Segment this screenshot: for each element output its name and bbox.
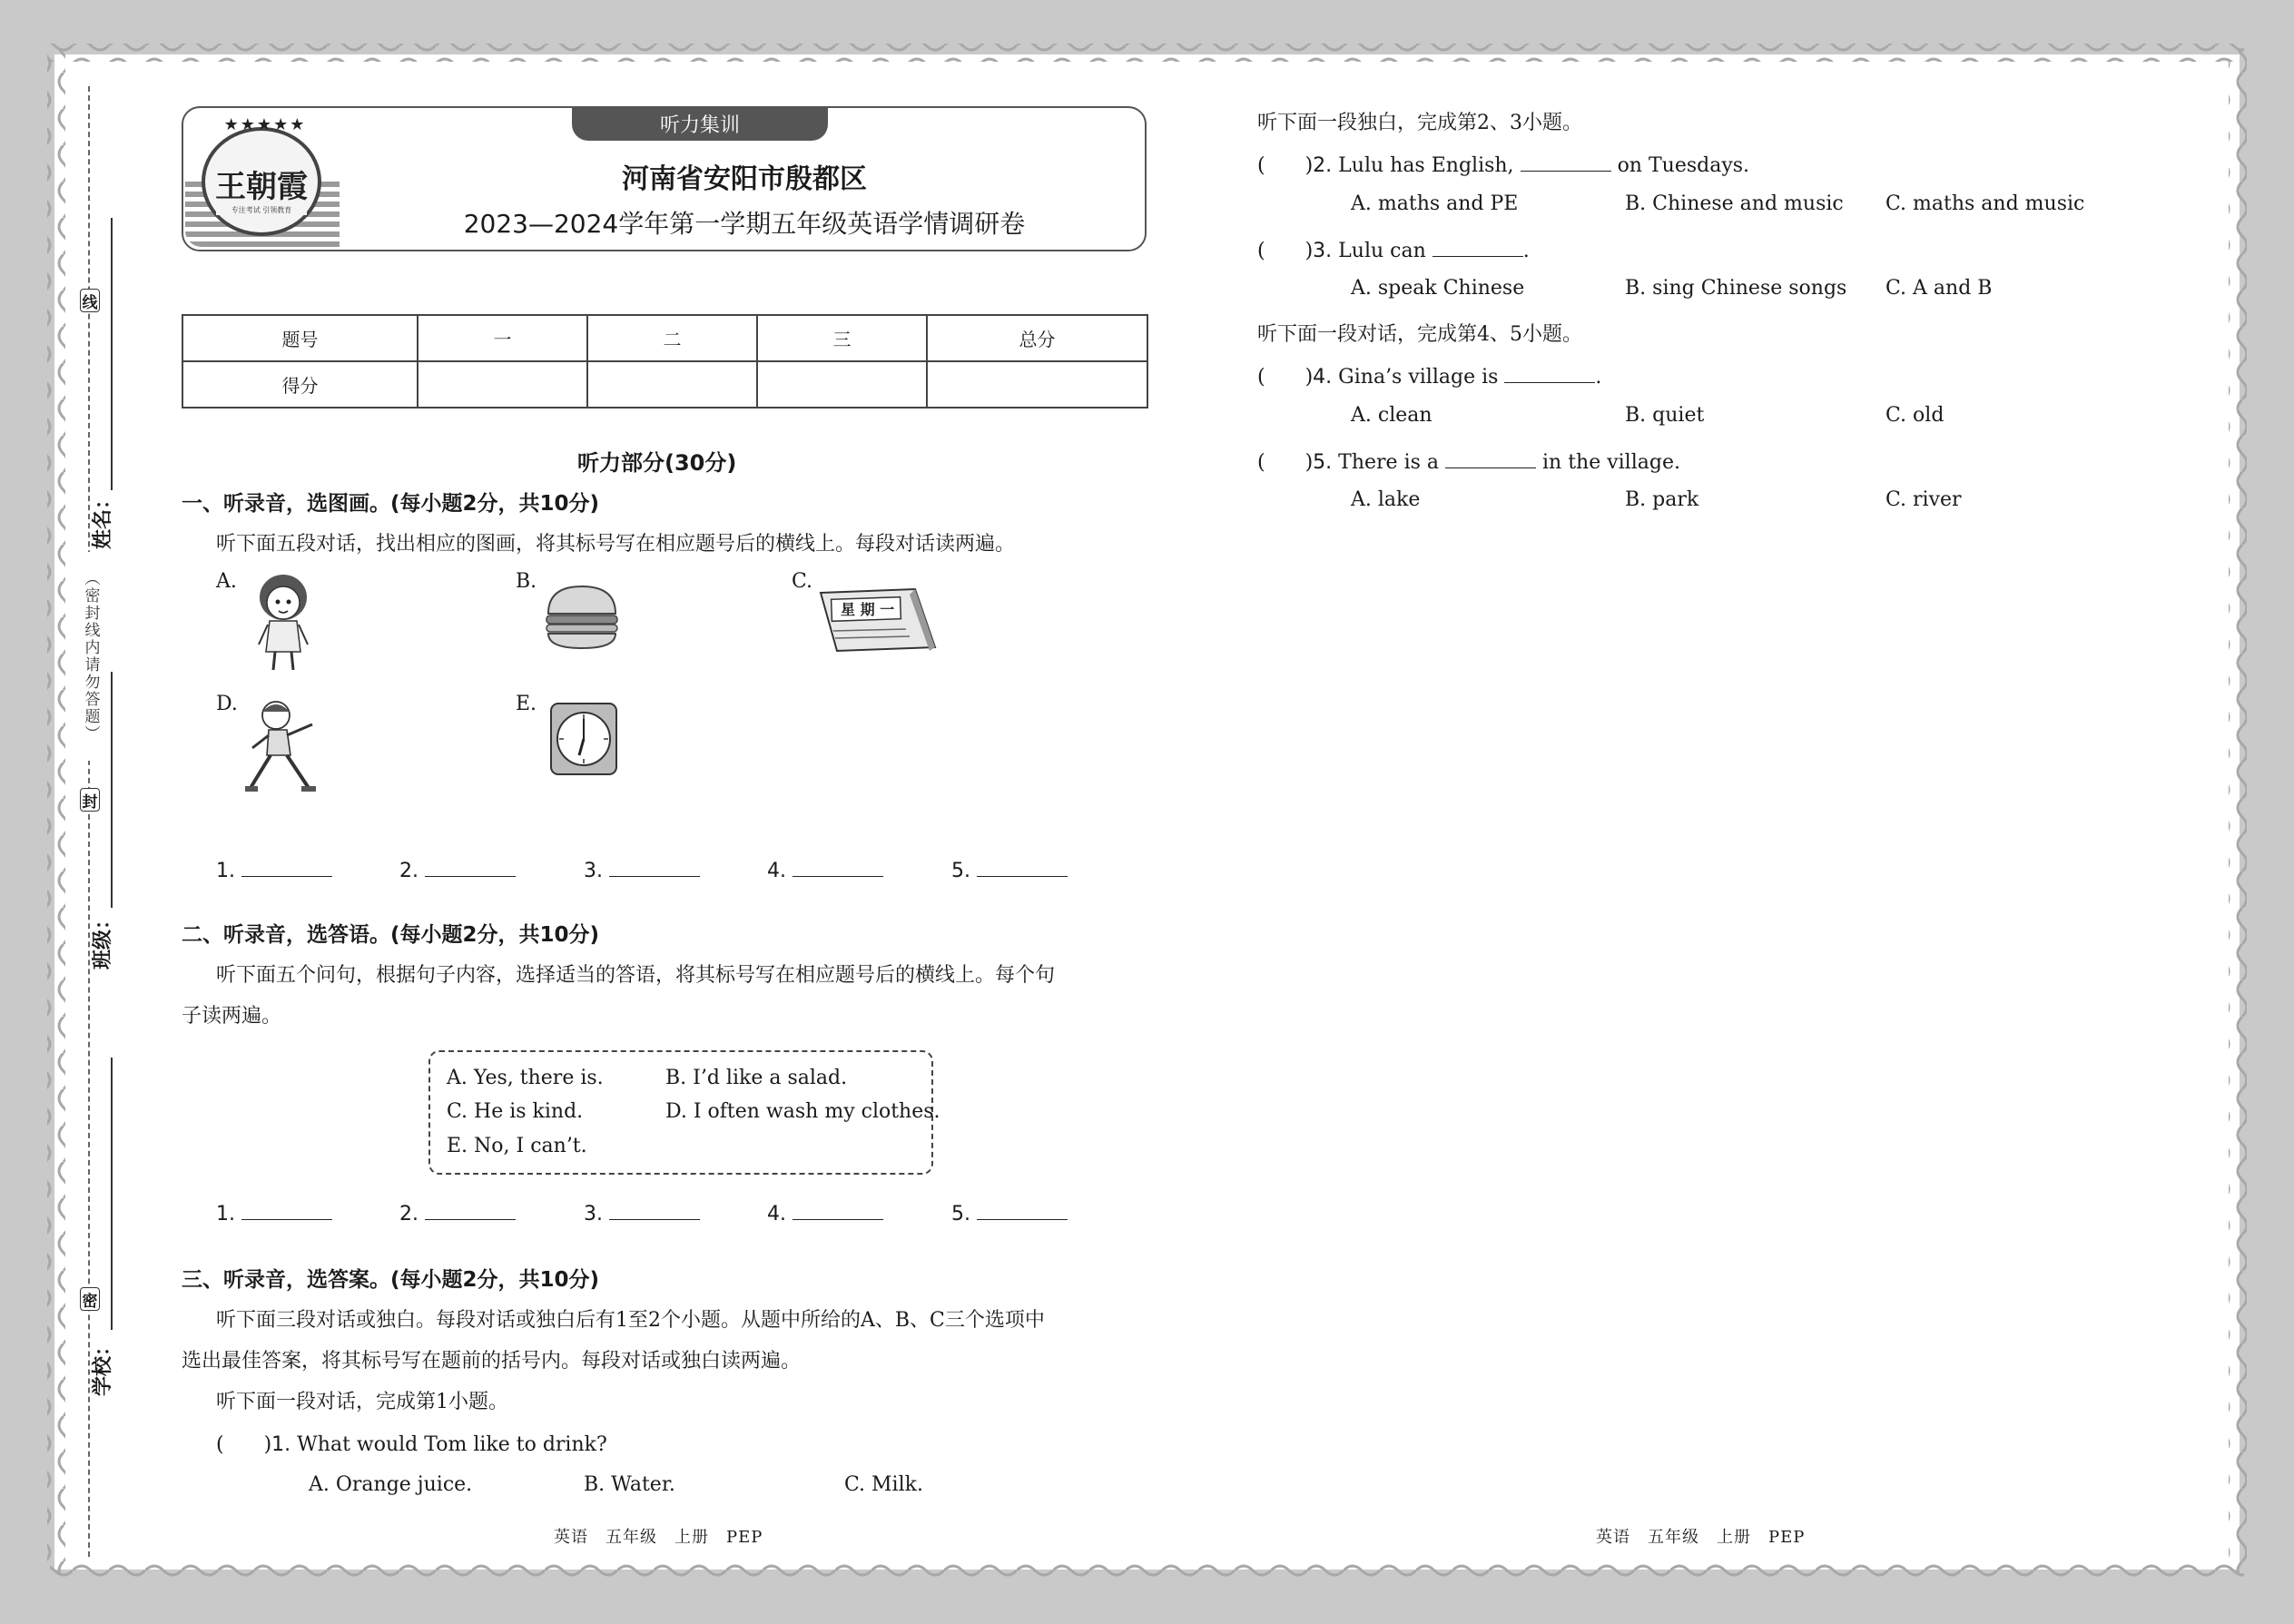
s1-blank-1[interactable] bbox=[216, 857, 332, 882]
answer-option-b: B. I’d like a salad. bbox=[665, 1067, 848, 1089]
s1-blank-5[interactable] bbox=[951, 857, 1068, 882]
q2-option-b: B. Chinese and music bbox=[1625, 192, 1844, 215]
answer-blank[interactable] bbox=[425, 857, 516, 877]
q1-option-c: C. Milk. bbox=[844, 1473, 923, 1496]
section3-instruction-2: 选出最佳答案，将其标号写在题前的括号内。每段对话或独白读两遍。 bbox=[182, 1350, 802, 1373]
s1-blank-number: 5. bbox=[951, 860, 970, 882]
question-text: What would Tom like to drink? bbox=[297, 1433, 607, 1456]
s2-blank-5[interactable] bbox=[951, 1200, 1068, 1225]
calendar-icon bbox=[815, 586, 938, 658]
question-number: 3. bbox=[1313, 240, 1333, 262]
q2-option-c: C. maths and music bbox=[1885, 192, 2085, 215]
name-field[interactable] bbox=[111, 218, 113, 490]
group2-intro: 听下面一段独白，完成第2、3小题。 bbox=[1257, 112, 1582, 134]
question-text-before: Lulu has English, bbox=[1338, 154, 1514, 177]
s1-blank-number: 3. bbox=[584, 860, 603, 882]
question-number: 5. bbox=[1313, 451, 1333, 474]
logo-stars: ★★★★★ bbox=[223, 115, 307, 134]
seal-char-secret: 密 bbox=[80, 1287, 100, 1311]
section2-instruction-1: 听下面五个问句，根据句子内容，选择适当的答语，将其标号写在相应题号后的横线上。每个句 bbox=[216, 964, 1056, 987]
class-label: 班级： bbox=[92, 909, 114, 969]
section3-title: 三、听录音，选答案。(每小题2分，共10分) bbox=[182, 1268, 600, 1292]
s2-blank-2[interactable] bbox=[399, 1200, 516, 1225]
answer-blank[interactable] bbox=[793, 1200, 883, 1220]
question-text-before: There is a bbox=[1338, 451, 1439, 474]
score-table-score-row bbox=[182, 361, 1147, 408]
calendar-text: 星 期 一 bbox=[841, 601, 895, 618]
question-text-after: on Tuesdays. bbox=[1617, 154, 1750, 177]
answer-blank[interactable] bbox=[609, 857, 700, 877]
answer-option-c: C. He is kind. bbox=[447, 1100, 584, 1123]
question-3 bbox=[1257, 235, 1530, 263]
section2-title: 二、听录音，选答语。(每小题2分，共10分) bbox=[182, 923, 600, 947]
hamburger-icon bbox=[543, 581, 621, 654]
question-text-after: . bbox=[1595, 366, 1602, 389]
option-a-label: A. bbox=[216, 570, 237, 593]
q5-option-a: A. lake bbox=[1351, 488, 1421, 511]
answer-blank[interactable] bbox=[1521, 152, 1611, 172]
option-c-label: C. bbox=[792, 570, 813, 593]
answer-blank[interactable] bbox=[241, 857, 332, 877]
answer-blank[interactable] bbox=[241, 1200, 332, 1220]
logo-name: 王朝霞 bbox=[214, 162, 309, 202]
listening-part-title: 听力部分(30分) bbox=[577, 450, 737, 476]
answer-option-e: E. No, I can’t. bbox=[447, 1135, 587, 1157]
score-cell: 总分 bbox=[927, 315, 1147, 361]
option-b-label: B. bbox=[516, 570, 537, 593]
seal-char-seal: 封 bbox=[80, 788, 100, 812]
s1-blank-2[interactable] bbox=[399, 857, 516, 882]
score-cell: 三 bbox=[757, 315, 927, 361]
seal-note: （密封线内请勿答题） bbox=[73, 552, 109, 761]
s1-blank-number: 4. bbox=[767, 860, 786, 882]
section1-title: 一、听录音，选图画。(每小题2分，共10分) bbox=[182, 492, 600, 516]
answer-blank[interactable] bbox=[1504, 363, 1595, 383]
q4-option-b: B. quiet bbox=[1625, 404, 1705, 427]
q4-option-c: C. old bbox=[1885, 404, 1944, 427]
question-number: 4. bbox=[1313, 366, 1333, 389]
s2-blank-number: 1. bbox=[216, 1203, 235, 1225]
s2-blank-number: 5. bbox=[951, 1203, 970, 1225]
answer-blank[interactable] bbox=[609, 1200, 700, 1220]
s1-blank-number: 1. bbox=[216, 860, 235, 882]
s1-blank-3[interactable] bbox=[584, 857, 700, 882]
q1-option-a: A. Orange juice. bbox=[309, 1473, 473, 1496]
answer-paren[interactable]: ( ) bbox=[1257, 366, 1314, 389]
group3-intro: 听下面一段对话，完成第4、5小题。 bbox=[1257, 323, 1582, 346]
score-table-header-row bbox=[182, 315, 1147, 361]
school-label: 学校： bbox=[92, 1335, 114, 1396]
q4-option-a: A. clean bbox=[1351, 404, 1433, 427]
answer-option-d: D. I often wash my clothes. bbox=[665, 1100, 940, 1123]
answer-blank[interactable] bbox=[793, 857, 883, 877]
girl-icon bbox=[250, 570, 318, 674]
score-cell: 得分 bbox=[182, 361, 418, 408]
answer-blank[interactable] bbox=[977, 1200, 1068, 1220]
group1-intro: 听下面一段对话，完成第1小题。 bbox=[216, 1391, 508, 1413]
answer-blank[interactable] bbox=[425, 1200, 516, 1220]
question-text-after: . bbox=[1522, 240, 1530, 262]
footer-right: 英语 五年级 上册 PEP bbox=[1596, 1528, 1806, 1547]
score-cell: 题号 bbox=[182, 315, 418, 361]
score-input-cell[interactable] bbox=[418, 361, 587, 408]
s2-blank-4[interactable] bbox=[767, 1200, 883, 1225]
question-2 bbox=[1257, 150, 1749, 178]
score-cell: 二 bbox=[587, 315, 757, 361]
s2-blank-number: 2. bbox=[399, 1203, 418, 1225]
answer-option-a: A. Yes, there is. bbox=[447, 1067, 604, 1089]
question-4 bbox=[1257, 361, 1601, 389]
score-table bbox=[182, 314, 1148, 408]
logo-subtext: 专注考试 引领教育 bbox=[216, 205, 307, 215]
answer-paren[interactable]: ( ) bbox=[216, 1433, 272, 1456]
q3-option-b: B. sing Chinese songs bbox=[1625, 277, 1847, 300]
q5-option-c: C. river bbox=[1885, 488, 1962, 511]
section1-instruction: 听下面五段对话，找出相应的图画，将其标号写在相应题号后的横线上。每段对话读两遍。 bbox=[216, 533, 1016, 556]
answer-blank[interactable] bbox=[977, 857, 1068, 877]
exam-title: 河南省安阳市殷都区 bbox=[622, 163, 867, 195]
q5-option-b: B. park bbox=[1625, 488, 1699, 511]
school-field[interactable] bbox=[111, 1058, 113, 1330]
question-text-before: Gina’s village is bbox=[1338, 366, 1499, 389]
answer-paren[interactable]: ( ) bbox=[1257, 451, 1314, 474]
option-e-label: E. bbox=[516, 693, 537, 715]
answer-blank[interactable] bbox=[1433, 237, 1523, 257]
section3-instruction-1: 听下面三段对话或独白。每段对话或独白后有1至2个小题。从题中所给的A、B、C三个选项中 bbox=[216, 1309, 1045, 1332]
question-number: 1. bbox=[271, 1433, 291, 1456]
s1-blank-number: 2. bbox=[399, 860, 418, 882]
question-text-after: in the village. bbox=[1542, 451, 1680, 474]
s2-blank-number: 3. bbox=[584, 1203, 603, 1225]
q3-option-c: C. A and B bbox=[1885, 277, 1993, 300]
seal-char-line: 线 bbox=[80, 289, 100, 312]
question-5 bbox=[1257, 447, 1680, 475]
option-d-label: D. bbox=[216, 693, 238, 715]
score-input-cell[interactable] bbox=[757, 361, 927, 408]
section2-instruction-2: 子读两遍。 bbox=[182, 1005, 282, 1028]
q2-option-a: A. maths and PE bbox=[1351, 192, 1519, 215]
answer-blank[interactable] bbox=[1445, 448, 1536, 468]
header-tab: 听力集训 bbox=[572, 106, 828, 141]
s2-blank-1[interactable] bbox=[216, 1200, 332, 1225]
name-label: 姓名： bbox=[92, 488, 114, 549]
s2-blank-number: 4. bbox=[767, 1203, 786, 1225]
class-field[interactable] bbox=[111, 672, 113, 908]
score-input-cell[interactable] bbox=[927, 361, 1147, 408]
kungfu-boy-icon bbox=[245, 697, 327, 802]
s2-blank-3[interactable] bbox=[584, 1200, 700, 1225]
exam-subtitle: 2023—2024学年第一学期五年级英语学情调研卷 bbox=[463, 209, 1026, 239]
answer-paren[interactable]: ( ) bbox=[1257, 240, 1314, 262]
q3-option-a: A. speak Chinese bbox=[1351, 277, 1525, 300]
clock-icon bbox=[548, 701, 619, 777]
question-1 bbox=[216, 1429, 607, 1457]
score-input-cell[interactable] bbox=[587, 361, 757, 408]
answer-paren[interactable]: ( ) bbox=[1257, 154, 1314, 177]
score-cell: 一 bbox=[418, 315, 587, 361]
s1-blank-4[interactable] bbox=[767, 857, 883, 882]
footer-left: 英语 五年级 上册 PEP bbox=[554, 1528, 763, 1547]
question-number: 2. bbox=[1313, 154, 1333, 177]
question-text-before: Lulu can bbox=[1338, 240, 1426, 262]
q1-option-b: B. Water. bbox=[584, 1473, 675, 1496]
